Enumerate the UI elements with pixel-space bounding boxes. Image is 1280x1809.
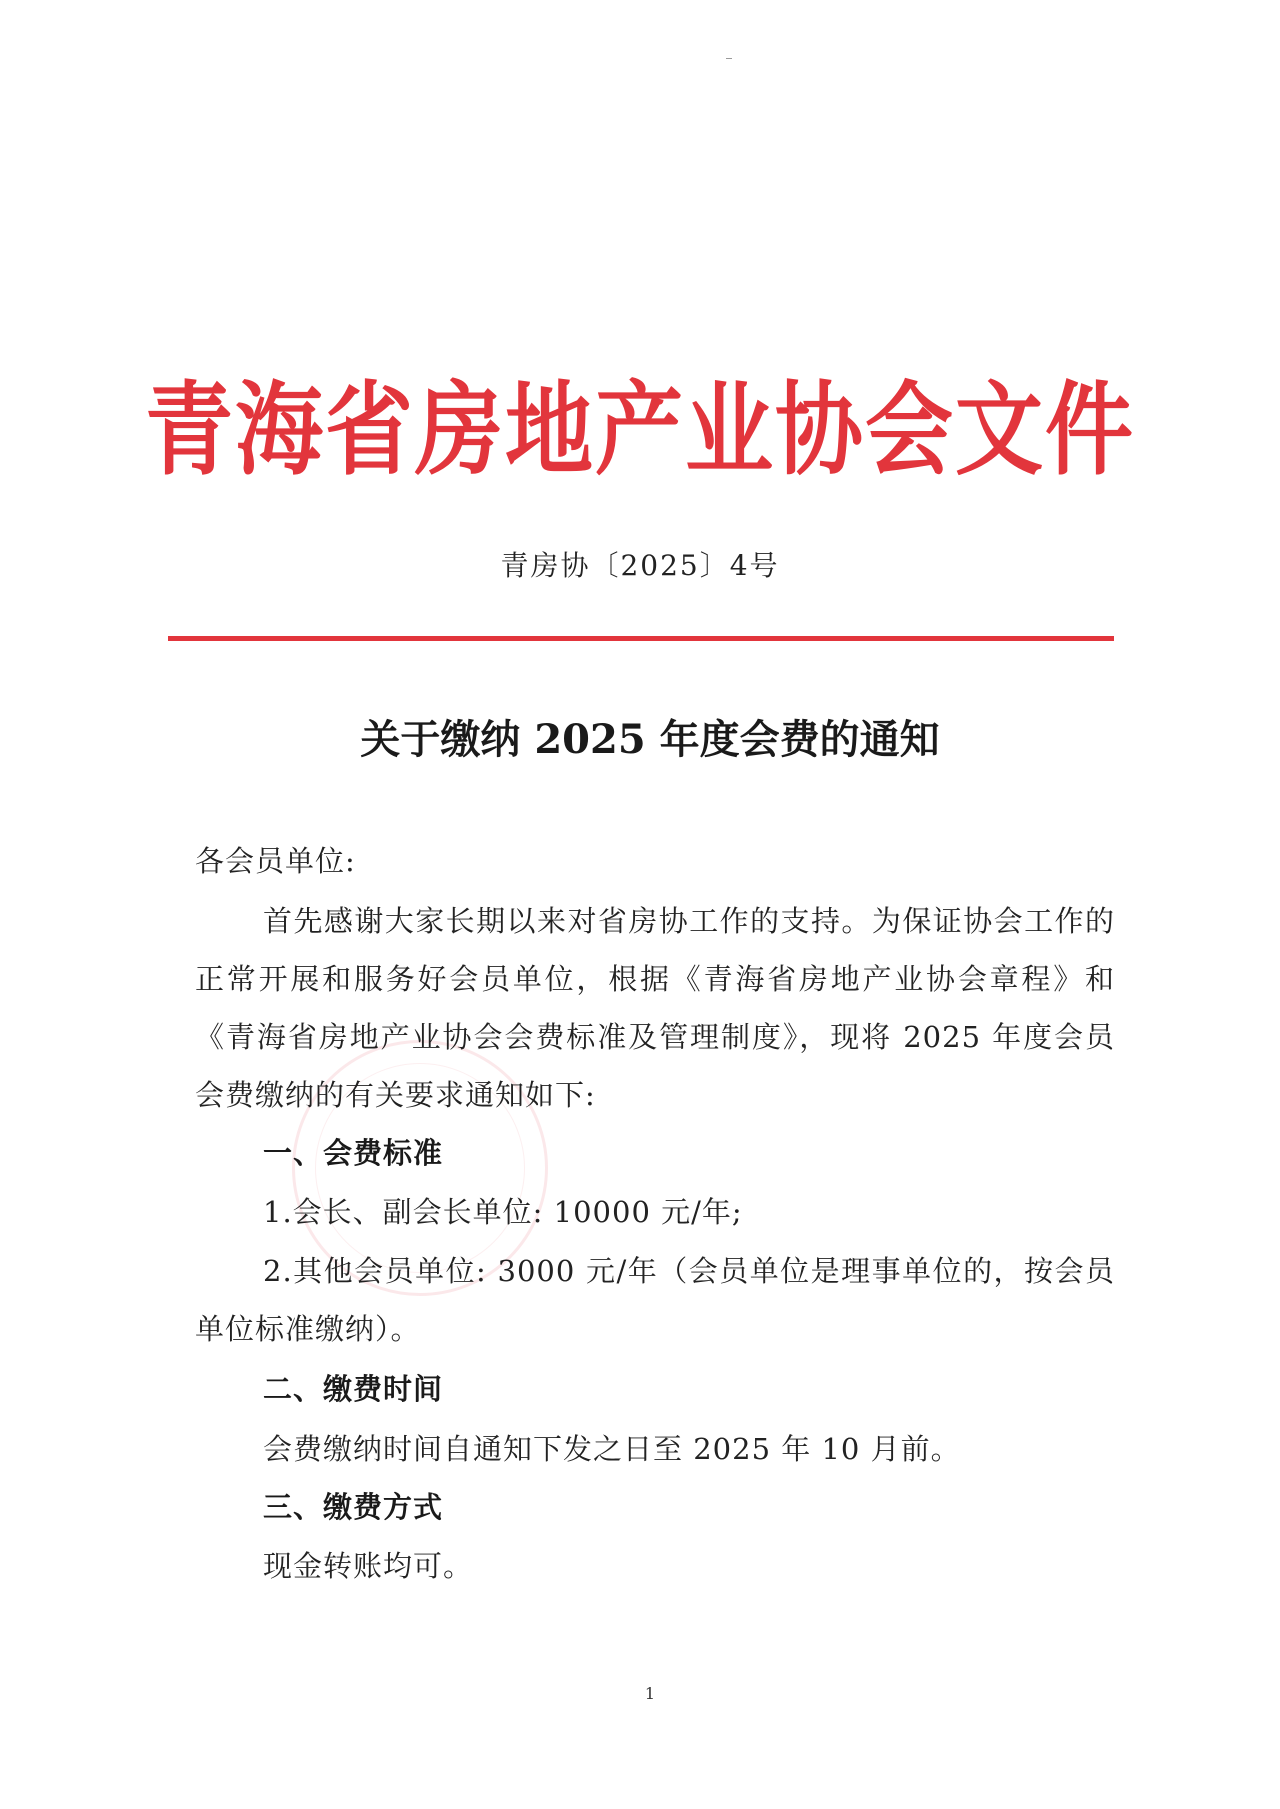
letterhead-title: 青海省房地产业协会文件 xyxy=(144,369,1135,490)
page-number: 1 xyxy=(644,1684,656,1703)
notice-title: 关于缴纳 2025 年度会费的通知 xyxy=(360,716,940,763)
fee-item-president: 1.会长、副会长单位: 10000 元/年; xyxy=(263,1195,743,1229)
section-heading-fee-standard: 一、会费标准 xyxy=(263,1136,444,1170)
document-number: 青房协〔2025〕4号 xyxy=(500,549,780,582)
scan-mark xyxy=(726,58,732,59)
red-divider-line xyxy=(168,636,1114,641)
intro-paragraph: 首先感谢大家长期以来对省房协工作的支持。为保证协会工作的正常开展和服务好会员单位，根据《青海省房地产业协会章程》和《青海省房地产业协会会费标准及管理制度》，现将 2025 年度会员会费缴纳的有关要求通知如下: xyxy=(195,904,1115,1112)
salutation: 各会员单位: xyxy=(195,844,356,878)
payment-method-text: 现金转账均可。 xyxy=(263,1549,474,1583)
section-heading-payment-time: 二、缴费时间 xyxy=(263,1372,444,1406)
fee-item-other-members: 2.其他会员单位: 3000 元/年（会员单位是理事单位的，按会员单位标准缴纳）。 xyxy=(195,1254,1115,1346)
payment-time-text: 会费缴纳时间自通知下发之日至 2025 年 10 月前。 xyxy=(263,1432,961,1466)
section-heading-payment-method: 三、缴费方式 xyxy=(263,1490,444,1524)
